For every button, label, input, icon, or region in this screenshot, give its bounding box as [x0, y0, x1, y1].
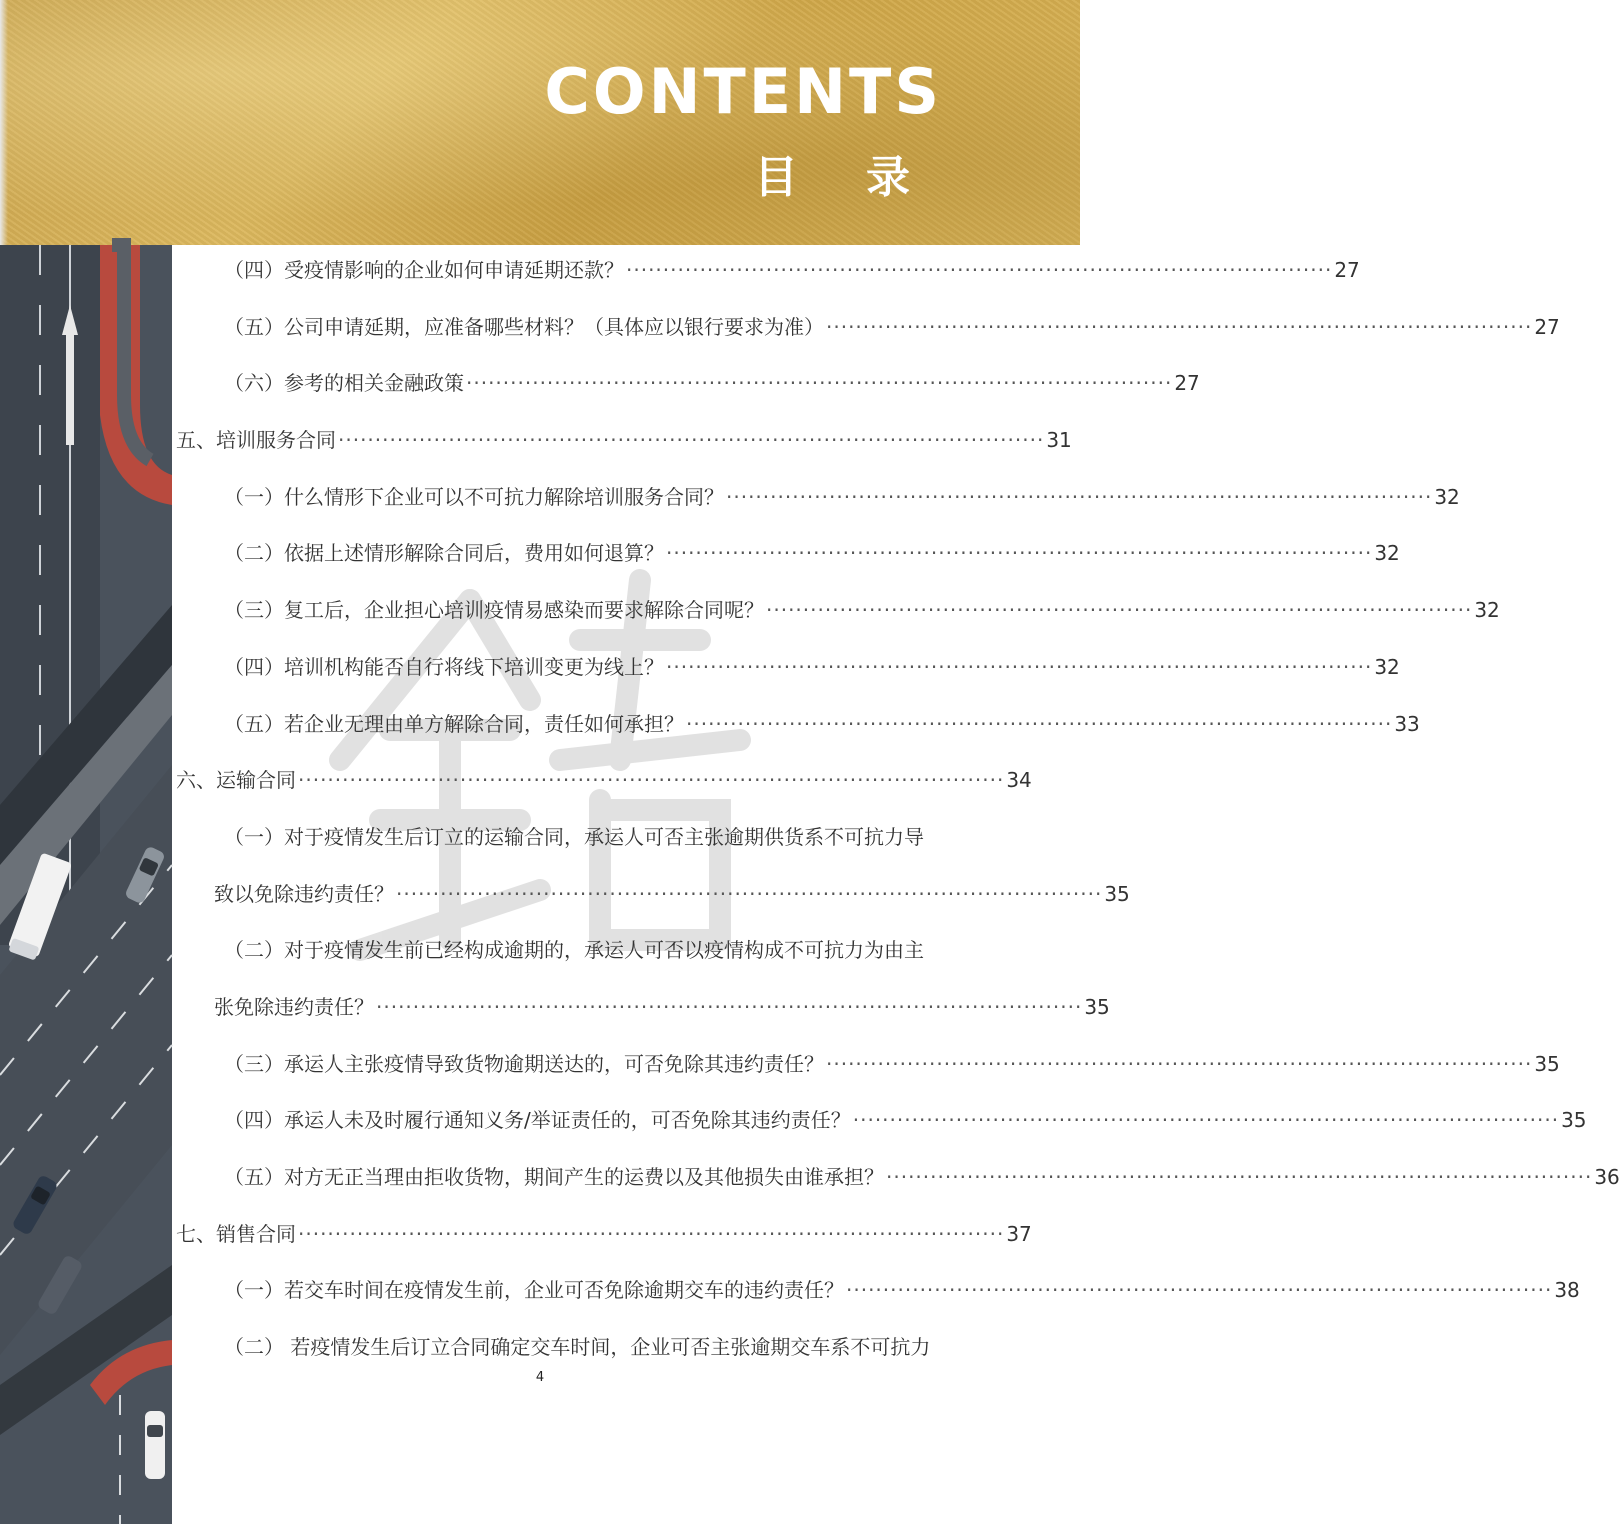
toc-leader-dots: ································································································ [886, 1165, 1593, 1189]
toc-page-number: 32 [1434, 484, 1460, 509]
toc-entry[interactable] [176, 355, 1200, 412]
toc-page-number: 27 [1534, 314, 1560, 339]
toc-page-number: 35 [1561, 1108, 1587, 1133]
toc-leader-dots: ································································································ [376, 994, 1083, 1019]
toc-leader-dots: ································································································ [396, 881, 1103, 906]
toc-entry-continuation[interactable] [176, 866, 1130, 923]
toc-entry[interactable] [176, 242, 1360, 299]
toc-page-number: 27 [1174, 371, 1200, 396]
toc-page-number: 32 [1374, 541, 1400, 566]
toc-entry-title: （二） 若疫情发生后订立合同确定交车时间，企业可否主张逾期交车系不可抗力 [224, 1335, 931, 1360]
toc-leader-dots: ································································································ [298, 768, 1005, 793]
toc-page-number: 34 [1006, 768, 1032, 793]
toc-entry[interactable] [176, 1149, 1620, 1206]
toc-leader-dots: ································································································ [726, 484, 1433, 509]
toc-page-number: 35 [1084, 994, 1110, 1019]
toc-entry[interactable] [176, 696, 1420, 753]
toc-entry[interactable] [176, 922, 982, 979]
toc-entry-title: （六）参考的相关金融政策 [224, 371, 464, 396]
toc-page-number: 31 [1046, 428, 1072, 453]
toc-leader-dots: ································································································ [298, 1221, 1005, 1246]
toc-page-number: 27 [1334, 258, 1360, 282]
highway-illustration [0, 245, 172, 1524]
toc-page-number: 37 [1006, 1221, 1032, 1246]
page-number: 4 [535, 1370, 545, 1385]
toc-leader-dots: ································································································ [666, 541, 1373, 566]
toc-leader-dots: ································································································ [826, 314, 1533, 339]
toc-entry-title: （四）承运人未及时履行通知义务/举证责任的，可否免除其违约责任？ [224, 1108, 851, 1133]
toc-entry[interactable] [176, 525, 1400, 582]
toc-entry-title: （五）公司申请延期，应准备哪些材料？（具体应以银行要求为准） [224, 314, 824, 339]
toc-entry[interactable] [176, 1262, 1580, 1319]
toc-entry-title: （五）若企业无理由单方解除合同，责任如何承担？ [224, 711, 684, 736]
toc-page-number: 32 [1474, 598, 1500, 623]
toc-entry[interactable] [176, 809, 982, 866]
toc-entry[interactable] [176, 469, 1460, 526]
page-edge-shadow [0, 0, 8, 245]
contents-header-banner [0, 0, 1080, 245]
toc-leader-dots: ································································································ [826, 1051, 1533, 1076]
toc-page-number: 38 [1554, 1278, 1580, 1303]
toc-page-number: 32 [1374, 654, 1400, 679]
toc-leader-dots: ································································································ [846, 1278, 1553, 1303]
toc-page-number: 36 [1594, 1165, 1620, 1189]
table-of-contents [176, 242, 1620, 1376]
toc-page-number: 35 [1534, 1051, 1560, 1076]
highway-aerial-photo [0, 245, 172, 1524]
toc-section-heading[interactable] [176, 1206, 1032, 1263]
toc-leader-dots: ································································································ [766, 598, 1473, 623]
toc-entry-title: （三）承运人主张疫情导致货物逾期送达的，可否免除其违约责任？ [224, 1051, 824, 1076]
toc-leader-dots: ································································································ [852, 1108, 1560, 1133]
toc-entry-title: 五、培训服务合同 [176, 428, 336, 453]
toc-entry-title: 六、运输合同 [176, 768, 296, 793]
toc-entry-continuation[interactable] [176, 979, 1110, 1036]
toc-entry[interactable] [176, 299, 1560, 356]
toc-leader-dots: ································································································ [626, 258, 1333, 282]
toc-entry-title: （四）培训机构能否自行将线下培训变更为线上？ [224, 654, 664, 679]
toc-entry-title: （一）若交车时间在疫情发生前，企业可否免除逾期交车的违约责任？ [224, 1278, 844, 1303]
toc-entry-title: 致以免除违约责任？ [214, 881, 394, 906]
toc-leader-dots: ································································································ [686, 711, 1393, 736]
toc-entry-title: （二）对于疫情发生前已经构成逾期的，承运人可否以疫情构成不可抗力为由主 [224, 938, 924, 963]
toc-page-number: 35 [1104, 881, 1130, 906]
toc-entry-title: （一）什么情形下企业可以不可抗力解除培训服务合同？ [224, 484, 724, 509]
toc-page-number: 33 [1394, 711, 1420, 736]
toc-entry-title: （一）对于疫情发生后订立的运输合同，承运人可否主张逾期供货系不可抗力导 [224, 824, 924, 849]
toc-section-heading[interactable] [176, 752, 1032, 809]
toc-entry-title: （四）受疫情影响的企业如何申请延期还款？ [224, 258, 624, 282]
toc-leader-dots: ································································································ [338, 428, 1045, 453]
toc-entry-title: （三）复工后，企业担心培训疫情易感染而要求解除合同呢？ [224, 598, 764, 623]
toc-leader-dots: ································································································ [666, 654, 1373, 679]
toc-entry[interactable] [176, 639, 1400, 696]
contents-title: CONTENTS [544, 55, 942, 128]
toc-entry[interactable] [176, 582, 1500, 639]
toc-chinese-title: 目录 [754, 152, 978, 203]
toc-section-heading[interactable] [176, 412, 1072, 469]
toc-entry-title: 张免除违约责任？ [214, 994, 374, 1019]
toc-entry-title: 七、销售合同 [176, 1221, 296, 1246]
toc-entry[interactable] [176, 1036, 1560, 1093]
toc-entry-title: （五）对方无正当理由拒收货物，期间产生的运费以及其他损失由谁承担？ [224, 1165, 884, 1189]
toc-leader-dots: ································································································ [466, 371, 1173, 396]
toc-entry[interactable] [176, 1092, 1587, 1149]
toc-entry[interactable] [176, 1319, 982, 1376]
toc-entry-title: （二）依据上述情形解除合同后，费用如何退算？ [224, 541, 664, 566]
